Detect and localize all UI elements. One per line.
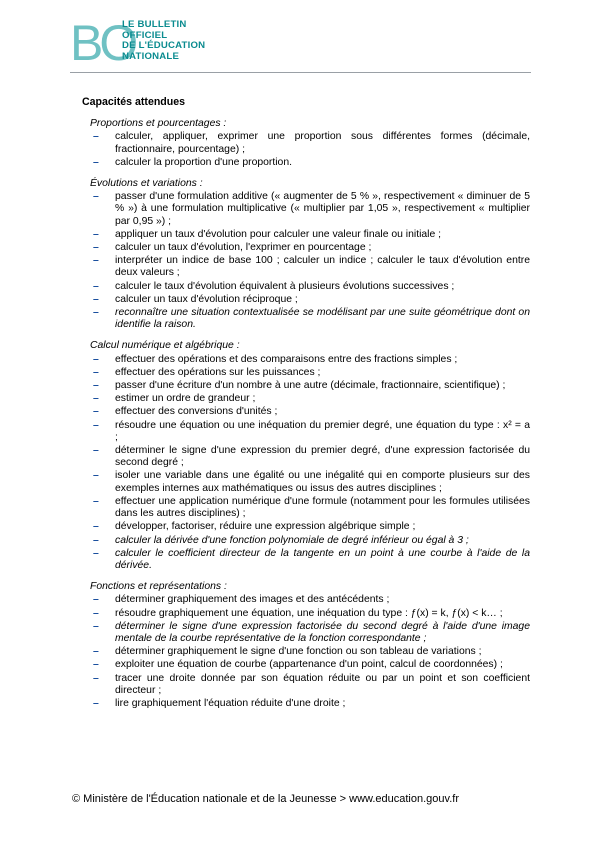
dash-bullet-icon: – [93,242,99,254]
list-item [90,659,530,671]
list-item [90,255,530,279]
section-block [90,340,530,572]
list-item [90,281,530,293]
sections-container [82,118,530,710]
section-block [90,178,530,331]
section-title: Fonctions et représentations : [90,581,227,593]
list-item [90,621,530,645]
dash-bullet-icon: – [93,191,99,203]
list-item-text: développer, factoriser, réduire une expression algébrique simple ; [115,521,416,533]
dash-bullet-icon: – [93,521,99,533]
logo-line: OFFICIEL [122,29,168,41]
dash-bullet-icon: – [93,307,99,319]
dash-bullet-icon: – [93,353,99,365]
dash-bullet-icon: – [93,419,99,431]
list-item-text: calculer le taux d'évolution équivalent à plusieurs évolutions successives ; [115,280,455,292]
list-item-text: calculer un taux d'évolution réciproque ; [115,293,298,305]
list-item-text: effectuer des opérations sur les puissances ; [115,366,321,378]
list-item [90,367,530,379]
list-item [90,646,530,658]
list-item [90,157,530,169]
list-item-text: résoudre graphiquement une équation, une inéquation du type : ƒ(x) = k, ƒ(x) < k… ; [115,607,503,619]
list-item [90,131,530,155]
list-item [90,470,530,494]
list-item-text: passer d'une écriture d'un nombre à une autre (décimale, fractionnaire, scientifique) ; [115,380,506,392]
list-item-text: passer d'une formulation additive (« augmenter de 5 % », respectivement « diminuer de 5 % ») à une formulation multiplicative (« multiplier par 1,05 », respectivement « multiplier par 0,95 ») ; [115,191,530,227]
list-item [90,393,530,405]
dash-bullet-icon: – [93,293,99,305]
dash-bullet-icon: – [93,620,99,632]
list-item-text: effectuer une application numérique d'une formule (notamment pour les formules utilisées dans les autres disciplines) ; [115,495,530,520]
dash-bullet-icon: – [93,280,99,292]
list-item-text: lire graphiquement l'équation réduite d'une droite ; [115,697,346,709]
list-item [90,673,530,697]
dash-bullet-icon: – [93,255,99,267]
list-item [90,445,530,469]
dash-bullet-icon: – [93,366,99,378]
list-item [90,496,530,520]
logo-line: LE BULLETIN [122,19,187,30]
list-item [90,535,530,547]
dash-bullet-icon: – [93,646,99,658]
section-block [90,118,530,169]
dash-bullet-icon: – [93,445,99,457]
list-item [90,521,530,533]
list-item [90,406,530,418]
dash-bullet-icon: – [93,547,99,559]
list-item-text: exploiter une équation de courbe (appartenance d'un point, calcul de coordonnées) ; [115,659,503,671]
list-item [90,294,530,306]
dash-bullet-icon: – [93,594,99,606]
list-item-text: appliquer un taux d'évolution pour calculer une valeur finale ou initiale ; [115,228,442,240]
list-item-text: calculer, appliquer, exprimer une proportion sous différentes formes (décimale, fractionnaire, pourcentage) ; [115,131,530,155]
bullet-list [90,354,530,572]
dash-bullet-icon: – [93,607,99,619]
list-item-text: reconnaître une situation contextualisée se modélisant par une suite géométrique dont on identifie la raison. [115,307,530,331]
dash-bullet-icon: – [93,393,99,405]
list-item-text: déterminer graphiquement le signe d'une fonction ou son tableau de variations ; [115,646,482,658]
list-item [90,229,530,241]
bo-logo: BO [70,15,135,71]
section-title: Proportions et pourcentages : [90,118,227,130]
dash-bullet-icon: – [93,228,99,240]
list-item-text: effectuer des opérations et des comparaisons entre des fractions simples ; [115,353,458,365]
list-item [90,191,530,228]
dash-bullet-icon: – [93,156,99,168]
list-item-text: calculer un taux d'évolution, l'exprimer en pourcentage ; [115,242,372,254]
list-item-text: interpréter un indice de base 100 ; calculer un indice ; calculer le taux d'évolution entre deux valeurs ; [115,255,530,279]
list-item [90,307,530,331]
list-item [90,594,530,606]
list-item [90,698,530,710]
list-item-text: tracer une droite donnée par son équation réduite ou par un point et son coefficient directeur ; [115,672,530,696]
main-content [82,96,530,719]
bullet-list [90,131,530,169]
dash-bullet-icon: – [93,534,99,546]
bullet-list [90,191,530,331]
dash-bullet-icon: – [93,380,99,392]
bullet-list [90,594,530,710]
list-item-text: déterminer le signe d'une expression du premier degré, d'une expression factorisée du second degré ; [115,445,530,469]
list-item-text: effectuer des conversions d'unités ; [115,406,278,418]
list-item [90,242,530,254]
list-item [90,354,530,366]
section-title: Calcul numérique et algébrique : [90,340,240,352]
dash-bullet-icon: – [93,406,99,418]
section-title: Évolutions et variations : [90,178,203,190]
list-item-text: calculer la proportion d'une proportion. [115,156,293,168]
list-item-text: estimer un ordre de grandeur ; [115,393,256,405]
logo-wordmark [122,20,262,62]
logo-line: NATIONALE [122,50,180,62]
list-item-text: résoudre une équation ou une inéquation du premier degré, une équation du type : x² = a ; [115,419,530,443]
dash-bullet-icon: – [93,131,99,143]
list-item [90,380,530,392]
list-item [90,420,530,444]
list-item-text: isoler une variable dans une égalité ou une inégalité qui en comporte plusieurs sur des exemples internes aux mathématiques ou issus des autres disciplines ; [115,470,530,494]
dash-bullet-icon: – [93,659,99,671]
dash-bullet-icon: – [93,697,99,709]
header-divider [70,72,531,73]
list-item-text: déterminer graphiquement des images et des antécédents ; [115,594,390,606]
logo-line: DE L'ÉDUCATION [122,40,206,51]
list-item-text: déterminer le signe d'une expression factorisée du second degré à l'aide d'une image mentale de la courbe représentative de la fonction correspondante ; [115,620,530,644]
section-block [90,581,530,710]
dash-bullet-icon: – [93,495,99,507]
footer: © Ministère de l'Éducation nationale et de la Jeunesse > www.education.gouv.fr [72,793,459,805]
dash-bullet-icon: – [93,672,99,684]
page-title: Capacités attendues [82,96,186,108]
list-item [90,548,530,572]
list-item-text: calculer la dérivée d'une fonction polynomiale de degré inférieur ou égal à 3 ; [115,534,469,546]
list-item [90,608,530,620]
list-item-text: calculer le coefficient directeur de la tangente en un point à une courbe à l'aide de la dérivée. [115,547,530,571]
dash-bullet-icon: – [93,470,99,482]
